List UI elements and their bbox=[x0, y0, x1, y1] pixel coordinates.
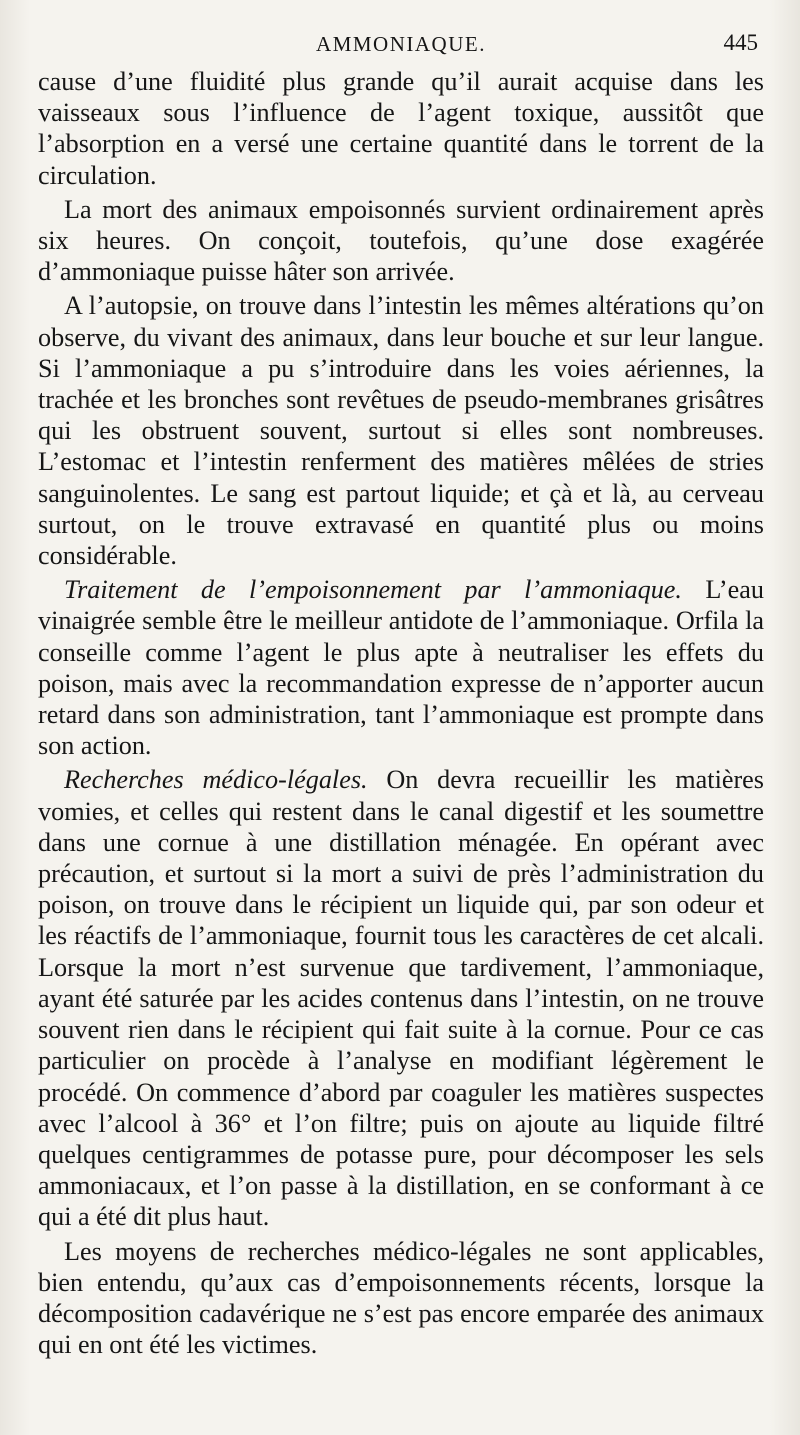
running-title: AMMONIAQUE. bbox=[316, 32, 486, 56]
section-lead-treatment: Traitement de l’empoisonnement par l’ammoniaque. bbox=[64, 575, 682, 605]
paragraph-treatment bbox=[38, 574, 764, 761]
paragraph-death-timing bbox=[38, 194, 764, 288]
paragraph-applicability bbox=[38, 1236, 764, 1361]
paragraph-forensic-research bbox=[38, 764, 764, 1232]
page-number: 445 bbox=[723, 30, 758, 55]
paragraph-text: La mort des animaux empoisonnés survient ordinairement après six heures. On conçoit, toutefois, qu’une dose exagérée d’ammoniaque puisse hâter son arrivée. bbox=[38, 194, 764, 287]
paragraph-text: On devra recueillir les matières vomies, et celles qui restent dans le canal digestif et les soumettre dans une cornue à une distillation ménagée. En opérant avec précaution, et surtout si la mort a suivi de près l’administration du poison, on trouve dans le récipient un liquide qui, par son odeur et les réactifs de l’ammoniaque, fournit tous les caractères de cet alcali. Lorsque la mort n’est survenue que tardivement, l’ammoniaque, ayant été saturée par les acides contenus dans l’intestin, on ne trouve souvent rien dans le récipient qui fait suite à la cornue. Pour ce cas particulier on procède à l’analyse en modifiant légèrement le procédé. On commence d’abord par coaguler les matières suspectes avec l’alcool à 36° et l’on filtre; puis on ajoute au liquide filtré quelques centigrammes de potasse pure, pour décomposer les sels ammoniacaux, et l’on passe à la distillation, en se conformant à ce qui a été dit plus haut. bbox=[38, 765, 764, 1232]
paragraph-text: cause d’une fluidité plus grande qu’il aurait acquise dans les vaisseaux sous l’influence de l’agent toxique, aussitôt que l’absorption en a versé une certaine quantité dans le torrent de la circulation. bbox=[38, 67, 764, 190]
paragraph-autopsy bbox=[38, 290, 764, 571]
body-text bbox=[38, 66, 764, 1360]
paragraph-continued bbox=[38, 66, 764, 191]
paragraph-text: Les moyens de recherches médico-légales ne sont applicables, bien entendu, qu’aux cas d’empoisonnements récents, lorsque la décomposition cadavérique ne s’est pas encore emparée des animaux qui en ont été les victimes. bbox=[38, 1236, 764, 1360]
running-head bbox=[38, 24, 764, 66]
section-lead-forensic: Recherches médico-légales. bbox=[64, 765, 368, 795]
paragraph-text: A l’autopsie, on trouve dans l’intestin les mêmes altérations qu’on observe, du vivant des animaux, dans leur bouche et sur leur langue. Si l’ammoniaque a pu s’introduire dans les voies aériennes, la trachée et les bronches sont revêtues de pseudo-membranes grisâtres qui les obstruent souvent, surtout si elles sont nombreuses. L’estomac et l’intestin renferment des matières mêlées de stries sanguinolentes. Le sang est partout liquide; et çà et là, au cerveau surtout, on le trouve extravasé en quantité plus ou moins considérable. bbox=[38, 291, 764, 571]
paragraph-text: L’eau vinaigrée semble être le meilleur antidote de l’ammoniaque. Orfila la conseille comme l’agent le plus apte à neutraliser les effets du poison, mais avec la recommandation expresse de n’apporter aucun retard dans son administration, tant l’ammoniaque est prompte dans son action. bbox=[38, 575, 764, 761]
